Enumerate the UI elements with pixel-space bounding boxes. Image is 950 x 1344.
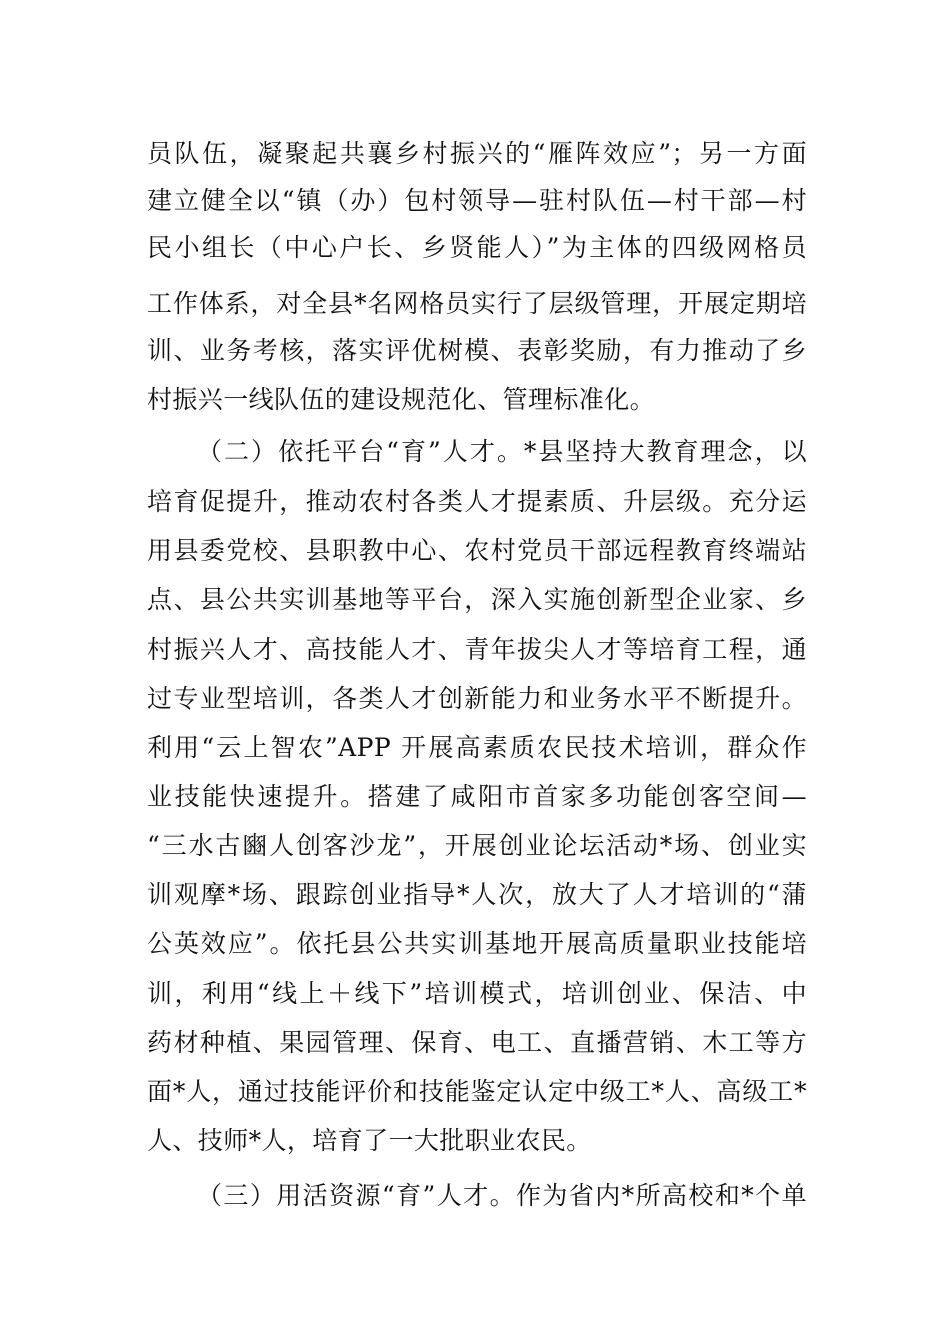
text-line: 面*人，通过技能评价和技能鉴定认定中级工*人、高级工* [147, 1077, 807, 1106]
paragraph-heading-line: （二）依托平台“育”人才。*县坚持大教育理念，以 [197, 437, 807, 466]
text-line: 人、技师*人，培育了一大批职业农民。 [147, 1126, 592, 1155]
text-line: 员队伍，凝聚起共襄乡村振兴的“雁阵效应”；另一方面 [147, 139, 807, 168]
text-line: 训，利用“线上＋线下”培训模式，培训创业、保洁、中 [147, 979, 807, 1008]
text-line: 培育促提升，推动农村各类人才提素质、升层级。充分运 [147, 487, 807, 516]
text-line: 工作体系，对全县*名网格员实行了层级管理，开展定期培 [147, 289, 807, 318]
text-line: “三水古豳人创客沙龙”，开展创业论坛活动*场、创业实 [147, 831, 807, 860]
text-line: 业技能快速提升。搭建了咸阳市首家多功能创客空间— [147, 782, 807, 811]
text-line: 建立健全以“镇（办）包村领导—驻村队伍—村干部—村 [147, 186, 807, 215]
text-line: 公英效应”。依托县公共实训基地开展高质量职业技能培 [147, 929, 807, 958]
text-line: 村振兴一线队伍的建设规范化、管理标准化。 [147, 385, 656, 414]
text-line: 民小组长（中心户长、乡贤能人）”为主体的四级网格员 [147, 233, 807, 262]
text-line: 用县委党校、县职教中心、农村党员干部远程教育终端站 [147, 536, 807, 565]
text-line: 训、业务考核，落实评优树模、表彰奖励，有力推动了乡 [147, 336, 807, 365]
text-line: 训观摩*场、跟踪创业指导*人次，放大了人才培训的“蒲 [147, 880, 807, 909]
text-line: 药材种植、果园管理、保育、电工、直播营销、木工等方 [147, 1028, 807, 1057]
text-line: 过专业型培训，各类人才创新能力和业务水平不断提升。 [147, 684, 807, 713]
paragraph-heading-line: （三）用活资源“育”人才。作为省内*所高校和*个单 [197, 1181, 807, 1210]
text-line: 点、县公共实训基地等平台，深入实施创新型企业家、乡 [147, 585, 807, 614]
text-line: 利用“云上智农”APP 开展高素质农民技术培训，群众作 [147, 733, 807, 762]
text-line: 村振兴人才、高技能人才、青年拔尖人才等培育工程，通 [147, 635, 807, 664]
